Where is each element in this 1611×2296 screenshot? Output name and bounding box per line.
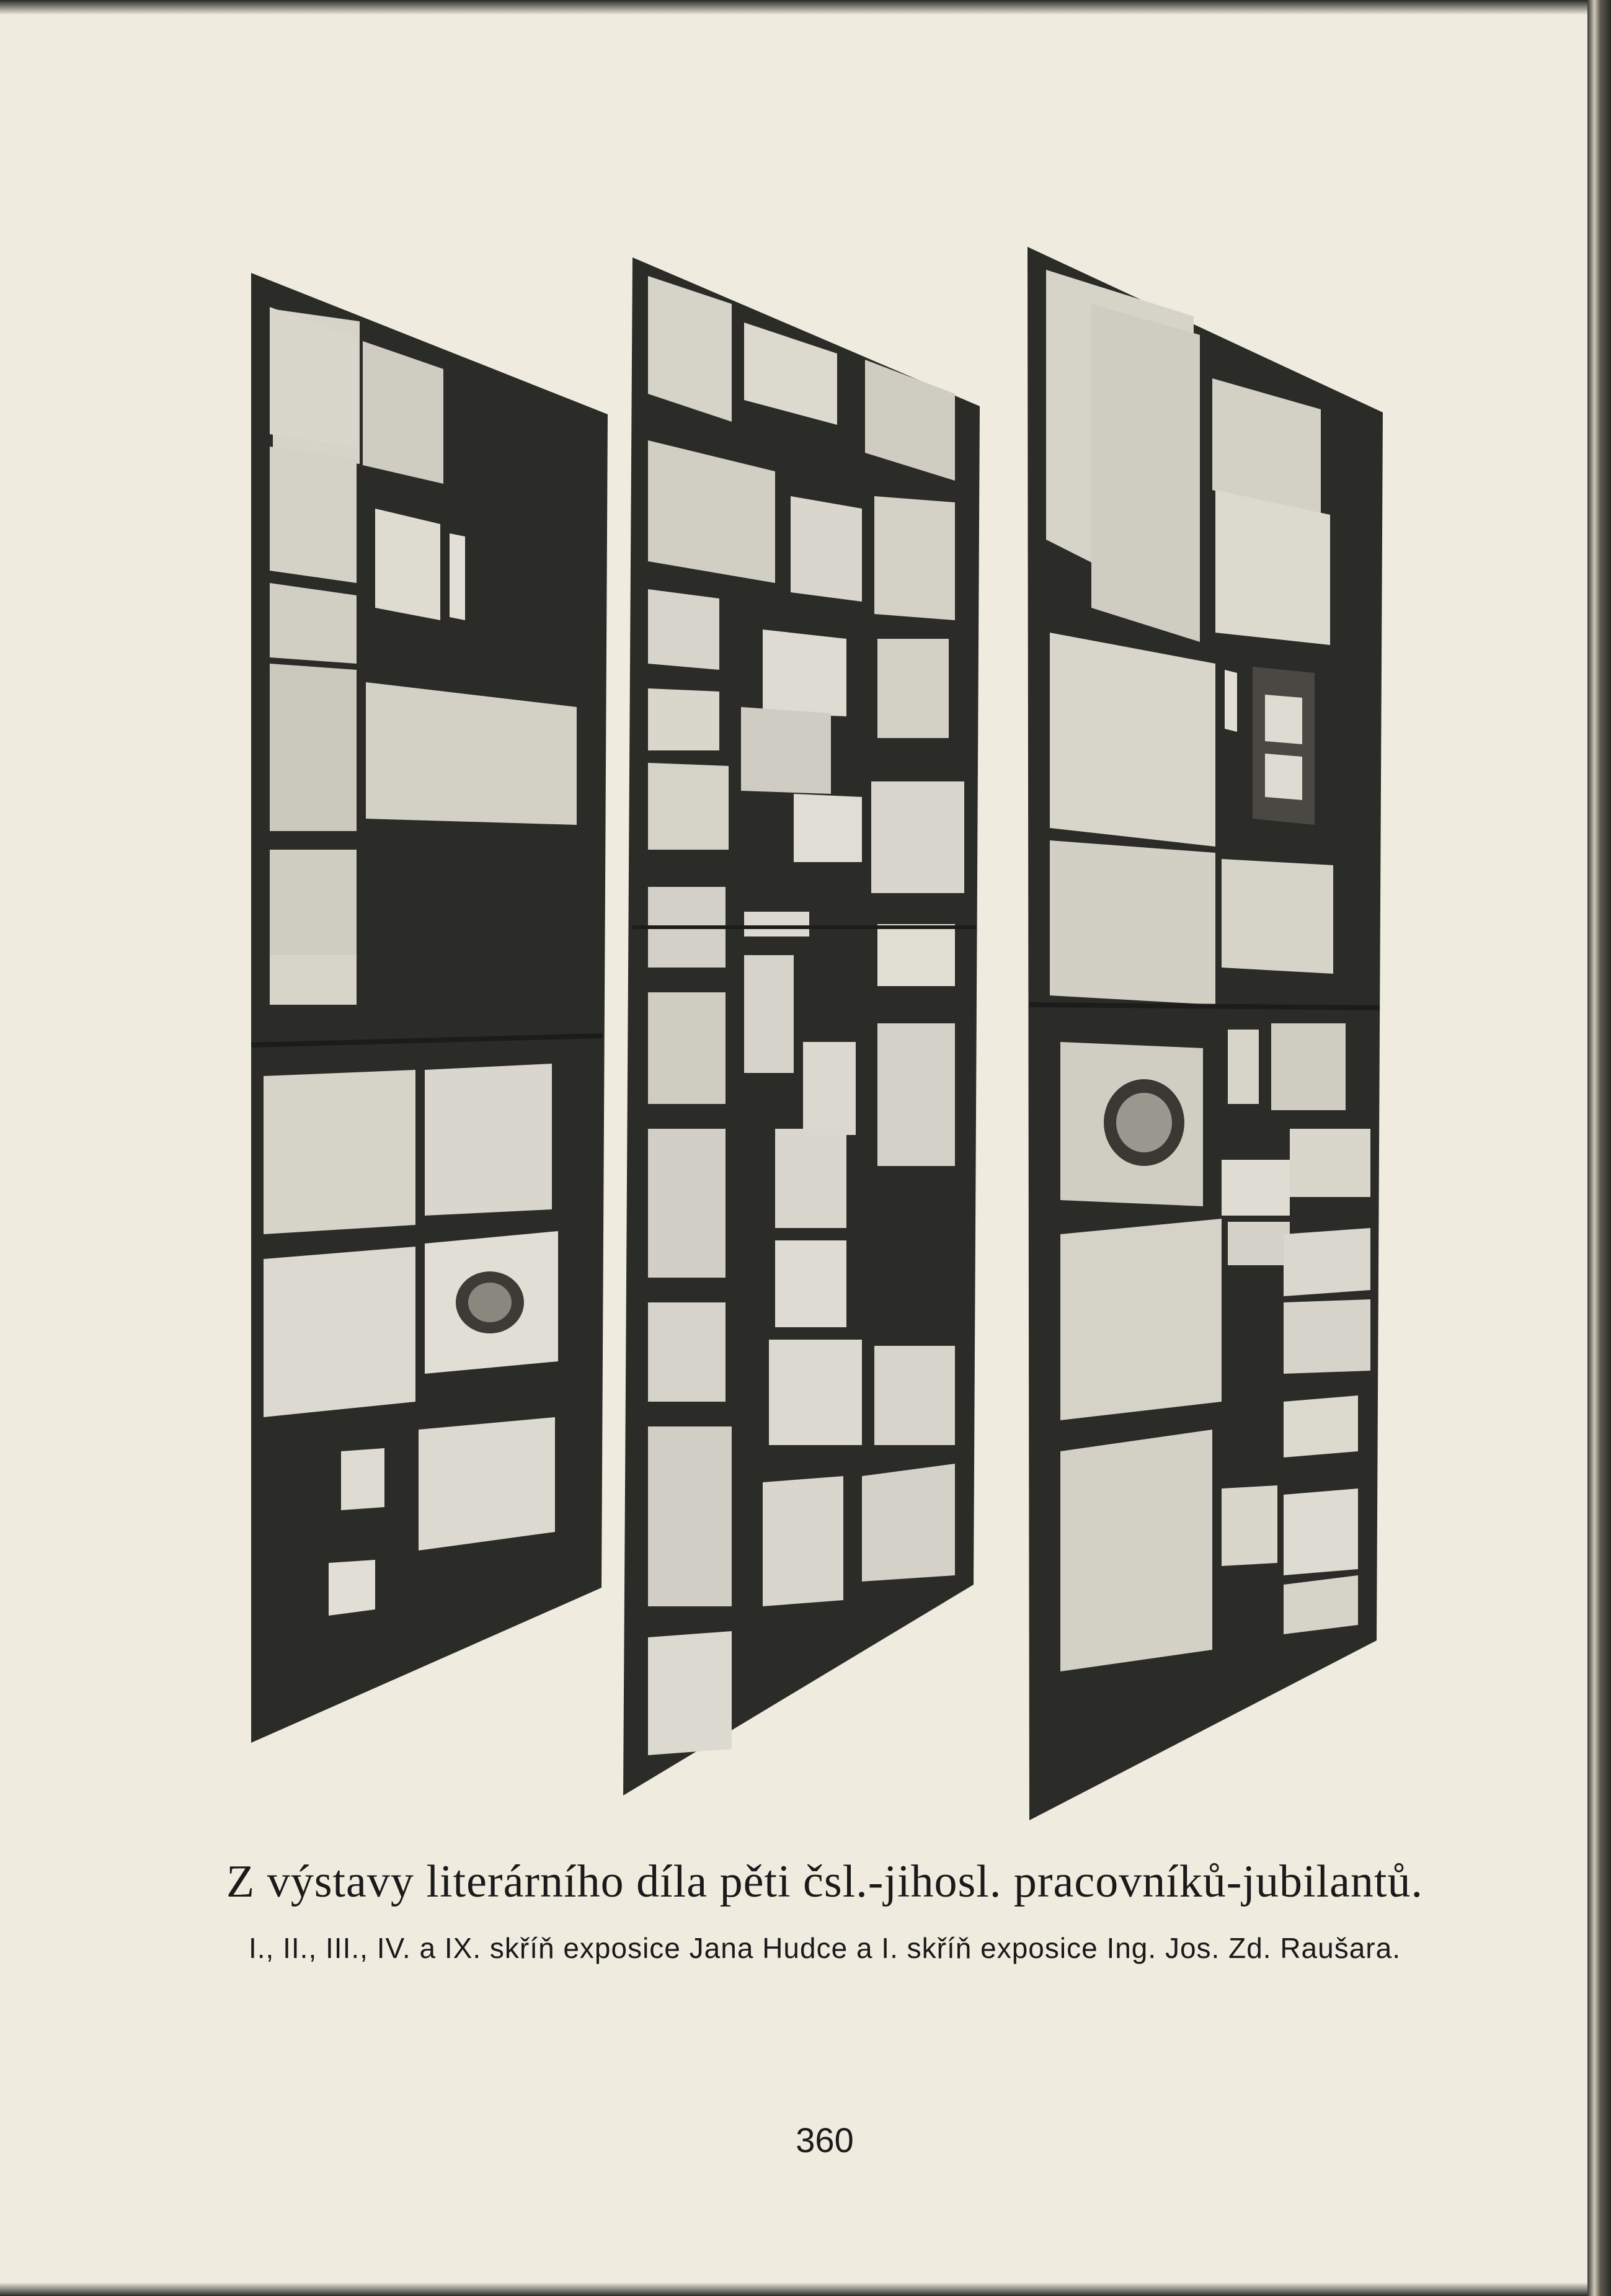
- page-number: 360: [796, 2120, 854, 2160]
- display-cabinet-1: [251, 273, 608, 1743]
- display-cabinet-3: [1027, 247, 1383, 1820]
- page-top-shadow: [0, 0, 1587, 15]
- photo-caption-title: Z výstavy literárního díla pěti čsl.-jihosl. pracovníků-jubilantů.: [226, 1856, 1423, 1907]
- photo-caption-subtitle: I., II., III., IV. a IX. skříň exposice Jana Hudce a I. skříň exposice Ing. Jos. Zd. Raušara.: [248, 1932, 1401, 1964]
- display-cabinet-2: [623, 257, 980, 1795]
- book-spine-edge: [1587, 0, 1611, 2296]
- page-bottom-shadow: [0, 2282, 1587, 2296]
- exhibition-photograph: [236, 236, 1414, 1873]
